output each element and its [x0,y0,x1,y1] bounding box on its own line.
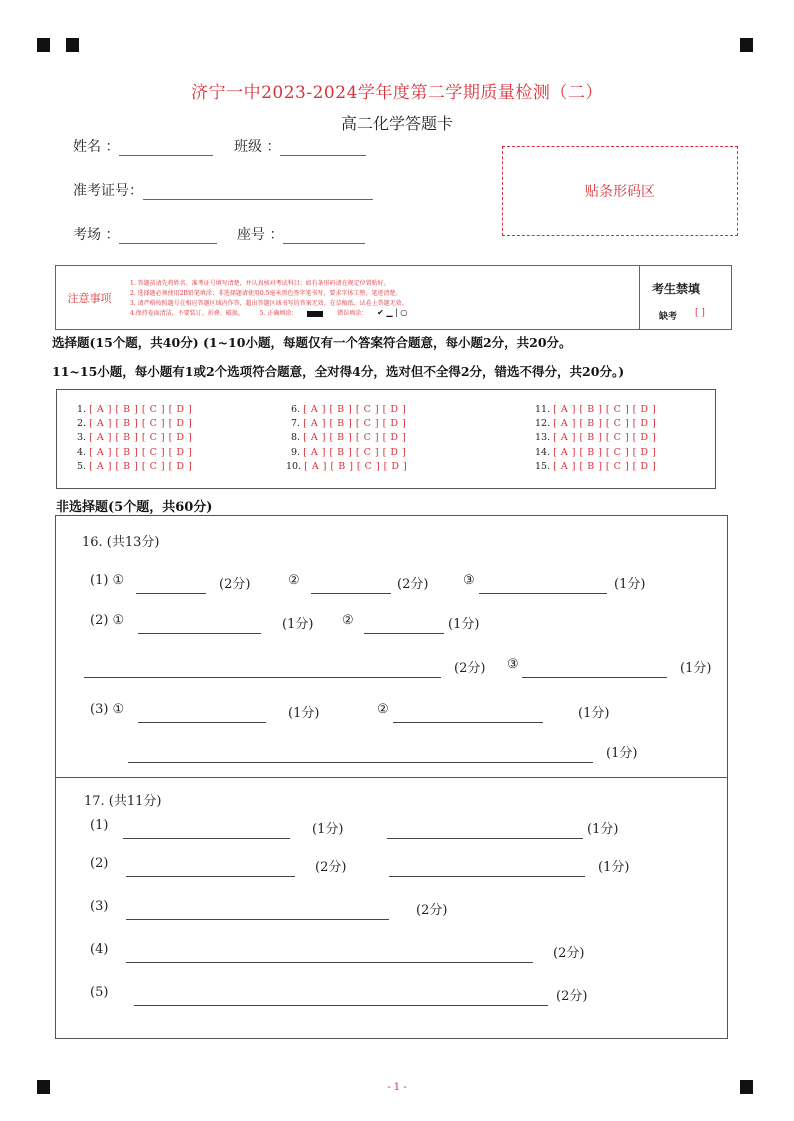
q17-1-label: (1) [90,818,109,833]
multiple-choice-box [56,389,716,489]
exam-id-line [143,185,373,200]
mc-number: 15. [535,461,551,472]
q17-1-2-points: (1分) [587,822,619,837]
q16-3-2-blank[interactable] [393,704,543,723]
q16-1-2-label: ② [288,573,300,588]
q17-2-1-points: (2分) [315,860,347,875]
mc-number: 12. [535,418,551,429]
q17-2-2-blank[interactable] [389,858,585,877]
notice-divider [639,266,640,329]
q16-1-label: (1) ① [90,573,125,588]
mc-options: [ A ] [ B ] [ C ] [ D ] [89,418,193,429]
notice-box [55,265,732,330]
mc-options: [ A ] [ B ] [ C ] [ D ] [303,447,407,458]
mc-number: 10. [286,461,302,472]
q16-2-1-blank[interactable] [138,615,261,634]
seat-line [283,229,365,244]
barcode-label: 贴条形码区 [585,184,655,200]
barcode-area [502,146,738,236]
q17-5-label: (5) [90,985,109,1000]
q16-2-4-blank[interactable] [522,659,667,678]
q16-3-3-points: (1分) [606,746,638,761]
page-title: 济宁一中2023-2024学年度第二学期质量检测（二） [191,83,603,103]
mc-options: [ A ] [ B ] [ C ] [ D ] [303,432,407,443]
q16-2-1-points: (1分) [282,617,314,632]
mc-item-12[interactable] [535,418,656,429]
mc-number: 5. [77,461,87,472]
wrong-fill-samples: ✔ ▁ | ○ [377,308,408,317]
choice-heading-2: 11~15小题，每小题有1或2个选项符合题意，全对得4分，选对但不全得2分，错选不得分，共20分。) [52,364,625,379]
mc-number: 9. [291,447,301,458]
absent-label: 缺考 [659,312,678,322]
examinee-forbidden-label: 考生禁填 [652,282,701,296]
mc-options: [ A ] [ B ] [ C ] [ D ] [303,418,407,429]
name-field[interactable] [73,136,213,156]
q16-1-3-blank[interactable] [479,575,607,594]
mc-options: [ A ] [ B ] [ C ] [ D ] [89,447,193,458]
mc-options: [ A ] [ B ] [ C ] [ D ] [89,404,193,415]
notice-line-2: 2. 选择题必须使用2B铅笔填涂；非选择题请使用0.5毫米黑色签字笔书写，要求字体工整，笔迹清楚。 [130,290,402,297]
class-label: 班级 ： [234,139,281,155]
class-field[interactable] [234,136,366,156]
q16-3-1-blank[interactable] [138,704,266,723]
q17-5-points: (2分) [556,989,588,1004]
q16-2-2-points: (1分) [448,617,480,632]
q16-1-2-points: (2分) [397,577,429,592]
mc-number: 1. [77,404,87,415]
answer-divider [55,777,728,778]
page-subtitle: 高二化学答题卡 [340,114,453,133]
mc-number: 8. [291,432,301,443]
q16-2-label: (2) ① [90,613,125,628]
mc-item-15[interactable] [535,461,656,472]
registration-mark-top-left-2 [66,38,79,52]
q16-1-1-blank[interactable] [136,575,206,594]
mc-options: [ A ] [ B ] [ C ] [ D ] [553,418,657,429]
q16-2-4-label: ③ [507,657,519,672]
q17-3-blank[interactable] [126,901,389,920]
mc-item-11[interactable] [535,404,656,415]
correct-fill-sample-icon [307,311,323,317]
mc-options: [ A ] [ B ] [ C ] [ D ] [89,461,193,472]
q16-2-4-points: (1分) [680,661,712,676]
room-field[interactable] [73,224,217,244]
exam-id-field[interactable] [73,180,373,200]
notice-line-3: 3. 请严格按照题号在相应答题区域内作答，超出答题区域书写的答案无效。在草稿纸、试卷上答题无效。 [130,300,408,307]
notice-label: 注意事项 [67,291,112,305]
q17-2-label: (2) [90,856,109,871]
seat-field[interactable] [237,224,365,244]
mc-options: [ A ] [ B ] [ C ] [ D ] [303,404,407,415]
q16-title: 16. (共13分) [82,535,160,550]
q17-3-points: (2分) [416,903,448,918]
mc-number: 7. [291,418,301,429]
mc-item-10[interactable] [286,461,407,472]
mc-item-13[interactable] [535,432,656,443]
mc-item-9[interactable] [291,447,406,458]
q16-1-1-points: (2分) [219,577,251,592]
q16-3-2-points: (1分) [578,706,610,721]
mc-number: 4. [77,447,87,458]
q17-3-label: (3) [90,899,109,914]
q17-title: 17. (共11分) [84,794,162,809]
q17-1-1-blank[interactable] [123,820,290,839]
q16-3-1-points: (1分) [288,706,320,721]
mc-item-6[interactable] [291,404,406,415]
name-label: 姓名 ： [73,139,120,155]
q16-2-2-blank[interactable] [364,615,444,634]
q17-4-label: (4) [90,942,109,957]
q16-3-2-label: ② [377,702,389,717]
mc-number: 13. [535,432,551,443]
q16-3-label: (3) ① [90,702,125,717]
mc-options: [ A ] [ B ] [ C ] [ D ] [553,432,657,443]
notice-line-1: 1. 答题前请先将姓名、准考证号填写清楚，并认真核对考试科目；如有条形码请在规定位置贴好。 [130,280,390,287]
mc-options: [ A ] [ B ] [ C ] [ D ] [553,404,657,415]
mc-number: 11. [535,404,551,415]
q16-2-3-points: (2分) [454,661,486,676]
registration-mark-top-left-1 [37,38,50,52]
mc-options: [ A ] [ B ] [ C ] [ D ] [553,447,657,458]
q16-3-3-blank[interactable] [128,744,593,763]
exam-id-label: 准考证号： [73,183,143,199]
q16-1-3-points: (1分) [614,577,646,592]
mc-item-3[interactable] [77,432,192,443]
q16-2-3-blank[interactable] [84,659,441,678]
choice-heading-1: 选择题(15个题，共40分) (1~10小题，每题仅有一个答案符合题意，每小题2分，共20分。 [52,335,572,350]
page-number: - 1 - [387,1082,407,1093]
q17-5-blank[interactable] [134,987,548,1006]
q17-2-2-points: (1分) [598,860,630,875]
mc-item-7[interactable] [291,418,406,429]
room-label: 考场 ： [73,227,120,243]
mc-item-14[interactable] [535,447,656,458]
absent-checkbox[interactable]: [ ] [695,308,705,318]
mc-number: 6. [291,404,301,415]
q17-1-2-blank[interactable] [387,820,583,839]
notice-line-4-text: 4.保持卷面清洁，不要装订、折叠、破损。 [130,310,244,317]
class-line [280,141,366,156]
mc-options: [ A ] [ B ] [ C ] [ D ] [304,461,408,472]
seat-label: 座号 ： [237,227,284,243]
q17-4-blank[interactable] [126,944,533,963]
q17-4-points: (2分) [553,946,585,961]
q17-2-1-blank[interactable] [126,858,295,877]
wrong-fill-label: 错误填涂： [337,310,368,317]
notice-line-4 [130,308,407,317]
mc-options: [ A ] [ B ] [ C ] [ D ] [553,461,657,472]
registration-mark-top-right [740,38,753,52]
name-line [119,141,213,156]
mc-number: 2. [77,418,87,429]
q16-2-2-label: ② [342,613,354,628]
nonchoice-heading: 非选择题(5个题，共60分) [56,500,213,515]
mc-item-4[interactable] [77,447,192,458]
q16-1-2-blank[interactable] [311,575,391,594]
q17-1-1-points: (1分) [312,822,344,837]
mc-item-2[interactable] [77,418,192,429]
room-line [119,229,217,244]
mc-item-1[interactable] [77,404,192,415]
q16-1-3-label: ③ [463,573,475,588]
mc-item-8[interactable] [291,432,406,443]
mc-options: [ A ] [ B ] [ C ] [ D ] [89,432,193,443]
mc-number: 3. [77,432,87,443]
correct-fill-label: 5. 正确填涂： [259,310,298,317]
mc-item-5[interactable] [77,461,192,472]
mc-number: 14. [535,447,551,458]
